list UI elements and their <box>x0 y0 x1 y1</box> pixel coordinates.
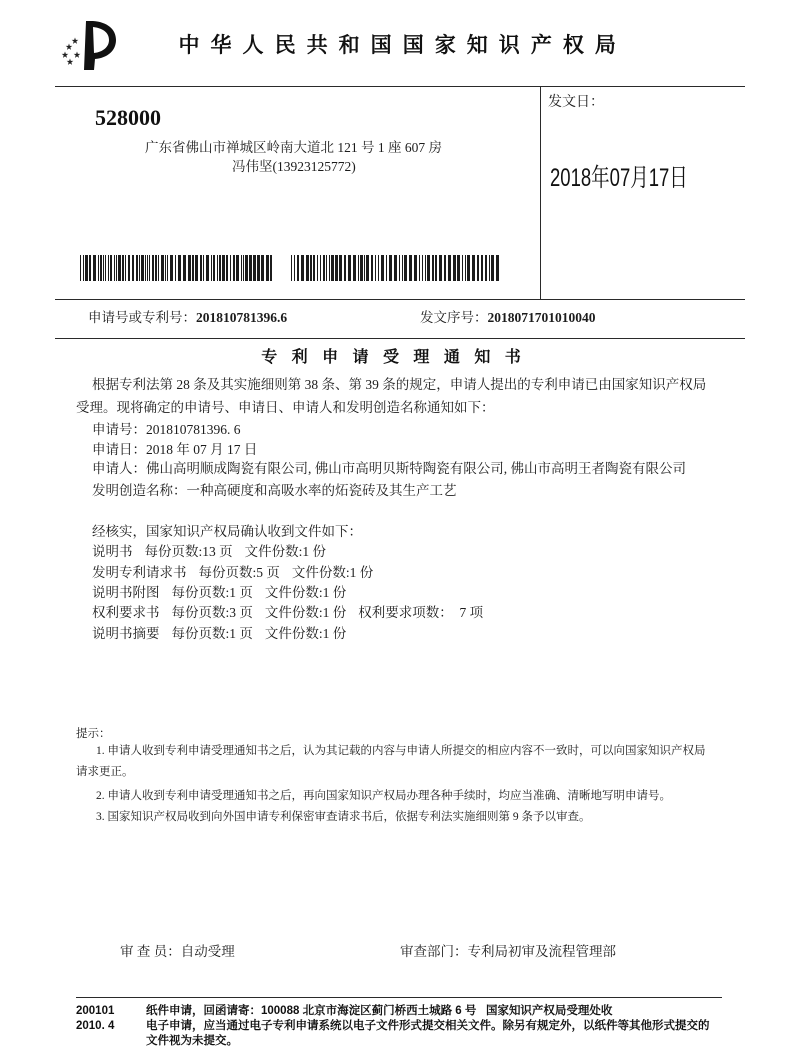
barcode-bar <box>344 255 346 281</box>
issue-date-label: 发文日： <box>548 95 604 110</box>
barcode-bar <box>323 255 325 281</box>
application-number-label: 申请号或专利号： <box>88 310 196 325</box>
examiner: 自动受理 <box>180 944 235 959</box>
barcode-bar <box>457 255 460 281</box>
barcode-bar <box>85 255 88 281</box>
barcode-bar <box>213 255 215 281</box>
column-divider <box>540 86 541 299</box>
barcode-bar <box>301 255 304 281</box>
barcode-bar <box>89 255 91 281</box>
barcode-bar <box>245 255 248 281</box>
tip-1: 1. 申请人收到专利申请受理通知书之后，认为其记载的内容与申请人所提交的相应内容不一致时，可以向国家知识产权局 <box>96 745 706 757</box>
tip-3: 3. 国家知识产权局收到向外国申请专利保密审查请求书后，依据专利法实施细则第 9 条予以审查。 <box>96 811 591 823</box>
barcode-bar <box>453 255 456 281</box>
barcode-bar <box>175 255 176 281</box>
barcode-bar <box>348 255 351 281</box>
barcode-bar <box>178 255 181 281</box>
barcode-bar <box>155 255 157 281</box>
document-row <box>92 564 373 582</box>
barcode-bar <box>427 255 430 281</box>
barcode-bar <box>462 255 463 281</box>
barcode-bar <box>170 255 173 281</box>
barcode-bar <box>139 255 140 281</box>
barcode-bar <box>291 255 292 281</box>
document-claims: 权利要求项数： 7 项 <box>358 605 484 620</box>
barcode-bar <box>477 255 479 281</box>
barcode-bar <box>158 255 159 281</box>
barcode-bar <box>329 255 330 281</box>
barcode-bar <box>203 255 204 281</box>
application-number-row <box>88 309 287 327</box>
footer-line-2: 电子申请，应当通过电子专利申请系统以电子文件形式提交相关文件。除另有规定外，以纸件等其他形式提交的 <box>146 1020 710 1032</box>
field-label: 申请日： <box>92 442 146 457</box>
field-application-number <box>92 421 241 439</box>
barcode-bar <box>105 255 106 281</box>
document-name: 说明书附图 <box>92 585 160 600</box>
recipient-postcode: 528000 <box>95 105 161 130</box>
barcode-bar <box>310 255 312 281</box>
barcode-bar <box>402 255 403 281</box>
barcode-bar <box>100 255 102 281</box>
barcode-bar <box>161 255 164 281</box>
barcode-bar <box>200 255 202 281</box>
serial-number-row <box>420 309 596 327</box>
department-row <box>400 943 616 961</box>
barcode-bar <box>439 255 442 281</box>
barcode-bar <box>114 255 115 281</box>
barcode-bar <box>389 255 392 281</box>
examiner-label: 审 查 员： <box>120 944 181 959</box>
barcode-bar <box>491 255 494 281</box>
barcode-bar <box>253 255 256 281</box>
barcode-bar <box>122 255 124 281</box>
barcode-bar <box>432 255 434 281</box>
barcode-bar <box>414 255 417 281</box>
barcode-bar <box>422 255 423 281</box>
barcode-bar <box>481 255 483 281</box>
barcode-right <box>291 255 501 281</box>
form-edition: 2010. 4 <box>76 1020 115 1032</box>
barcode-bar <box>206 255 209 281</box>
barcode-bar <box>83 255 84 281</box>
barcode-bar <box>195 255 198 281</box>
barcode-bar <box>243 255 244 281</box>
barcode-bar <box>270 255 272 281</box>
document-pages: 每份页数:5 页 <box>198 565 280 580</box>
barcode-bar <box>381 255 384 281</box>
field-filing-date <box>92 441 257 459</box>
document-name: 发明专利请求书 <box>92 565 187 580</box>
barcode-bar <box>192 255 194 281</box>
document-name: 权利要求书 <box>92 605 160 620</box>
field-applicants <box>92 460 686 478</box>
reference-top-divider <box>55 299 745 300</box>
barcode-bar <box>326 255 327 281</box>
barcode-bar <box>386 255 387 281</box>
document-pages: 每份页数:13 页 <box>144 544 233 559</box>
barcode-bar <box>233 255 235 281</box>
barcode-bar <box>261 255 264 281</box>
field-label: 申请号： <box>92 422 146 437</box>
barcode-bar <box>378 255 379 281</box>
department-label: 审查部门： <box>400 944 468 959</box>
barcode-bar <box>118 255 121 281</box>
barcode-bar <box>366 255 369 281</box>
tips-label: 提示： <box>76 728 111 740</box>
field-value: 一种高硬度和高吸水率的炻瓷砖及其生产工艺 <box>186 483 457 498</box>
barcode-bar <box>467 255 470 281</box>
barcode-bar <box>294 255 295 281</box>
document-copies: 文件份数:1 份 <box>264 605 347 620</box>
barcode-bar <box>165 255 166 281</box>
barcode-bar <box>236 255 239 281</box>
tip-1-continued: 请求更正。 <box>76 766 134 778</box>
barcode-bar <box>375 255 376 281</box>
field-value: 佛山高明顺成陶瓷有限公司, 佛山市高明贝斯特陶瓷有限公司, 佛山市高明王者陶瓷有限公司 <box>146 461 686 476</box>
barcode-bar <box>149 255 150 281</box>
barcode-bar <box>108 255 109 281</box>
serial-number-label: 发文序号： <box>420 310 488 325</box>
document-copies: 文件份数:1 份 <box>264 585 347 600</box>
field-value: 2018 年 07 月 17 日 <box>146 442 258 457</box>
document-row <box>92 604 483 622</box>
intro-line-1: 根据专利法第 28 条及其实施细则第 38 条、第 39 条的规定，申请人提出的专利申请已由国家知识产权局 <box>92 377 707 392</box>
barcode-bar <box>339 255 342 281</box>
barcode-bar <box>465 255 466 281</box>
barcode-bar <box>80 255 81 281</box>
barcode-bar <box>371 255 373 281</box>
footer-line-3: 文件视为未提交。 <box>146 1035 238 1047</box>
barcode-bar <box>167 255 168 281</box>
barcode-bar <box>448 255 451 281</box>
footer-divider <box>76 997 722 998</box>
barcode-left <box>80 255 272 281</box>
document-pages: 每份页数:3 页 <box>171 605 253 620</box>
barcode-bar <box>306 255 309 281</box>
agency-title: 中 华 人 民 共 和 国 国 家 知 识 产 权 局 <box>178 34 619 57</box>
barcode-bar <box>226 255 228 281</box>
barcode-bar <box>489 255 490 281</box>
barcode-bar <box>152 255 154 281</box>
barcode-bar <box>211 255 212 281</box>
document-pages: 每份页数:1 页 <box>171 585 253 600</box>
field-label: 申请人： <box>92 461 146 476</box>
examiner-row <box>120 943 235 961</box>
reference-bottom-divider <box>55 338 745 339</box>
barcode-bar <box>116 255 117 281</box>
barcode-bar <box>472 255 475 281</box>
document-row <box>92 625 346 643</box>
barcode-bar <box>103 255 104 281</box>
barcode-bar <box>485 255 487 281</box>
barcode-bar <box>364 255 365 281</box>
barcode-bar <box>222 255 225 281</box>
barcode-bar <box>358 255 359 281</box>
barcode-bar <box>331 255 334 281</box>
tip-2: 2. 申请人收到专利申请受理通知书之后，再向国家知识产权局办理各种手续时，均应当准确、清晰地写明申请号。 <box>96 790 671 802</box>
barcode-bar <box>425 255 426 281</box>
barcode-bar <box>335 255 338 281</box>
barcode-bar <box>93 255 96 281</box>
barcode-bar <box>98 255 99 281</box>
barcode-bar <box>419 255 420 281</box>
footer-line-1: 纸件申请，回函请寄：100088 北京市海淀区蓟门桥西土城路 6 号 国家知识产权局受理处收 <box>146 1005 613 1017</box>
barcode-bar <box>399 255 400 281</box>
field-label: 发明创造名称： <box>92 483 187 498</box>
recipient-name: 冯伟坚(13923125772) <box>232 159 356 174</box>
barcode-bar <box>435 255 437 281</box>
barcode-bar <box>188 255 191 281</box>
document-row <box>92 543 326 561</box>
barcode-bar <box>257 255 260 281</box>
serial-number: 2018071701010040 <box>487 310 596 325</box>
barcode-bar <box>249 255 252 281</box>
recipient-address: 广东省佛山市禅城区岭南大道北 121 号 1 座 607 房 <box>145 140 442 155</box>
barcode-bar <box>409 255 412 281</box>
document-row <box>92 584 346 602</box>
barcode-bar <box>360 255 363 281</box>
barcode-bar <box>141 255 144 281</box>
barcode-bar <box>404 255 407 281</box>
barcode-bar <box>136 255 138 281</box>
barcode-bar <box>297 255 299 281</box>
document-copies: 文件份数:1 份 <box>291 565 374 580</box>
barcode-bar <box>241 255 242 281</box>
issue-date: 2018年07月17日 <box>550 164 688 192</box>
barcode-bar <box>317 255 318 281</box>
barcode-bar <box>320 255 321 281</box>
document-name: 说明书摘要 <box>92 626 160 641</box>
received-intro: 经核实，国家知识产权局确认收到文件如下： <box>92 524 362 539</box>
barcode-bar <box>147 255 148 281</box>
barcode-bar <box>125 255 126 281</box>
barcode-bar <box>394 255 397 281</box>
document-copies: 文件份数:1 份 <box>264 626 347 641</box>
barcode-bar <box>110 255 112 281</box>
barcode-bar <box>132 255 134 281</box>
header-divider <box>55 86 745 87</box>
barcode-bar <box>128 255 130 281</box>
barcode-bar <box>266 255 269 281</box>
intro-line-2: 受理。现将确定的申请号、申请日、申请人和发明创造名称通知如下： <box>76 400 495 415</box>
field-invention-title <box>92 482 457 500</box>
field-value: 201810781396. 6 <box>146 422 241 437</box>
barcode-bar <box>145 255 146 281</box>
barcode-bar <box>353 255 356 281</box>
document-name: 说明书 <box>92 544 133 559</box>
barcode-bar <box>496 255 499 281</box>
document-pages: 每份页数:1 页 <box>171 626 253 641</box>
barcode-bar <box>219 255 221 281</box>
barcode-bar <box>217 255 218 281</box>
barcode-bar <box>183 255 186 281</box>
department: 专利局初审及流程管理部 <box>467 944 616 959</box>
barcode-bar <box>230 255 231 281</box>
notice-title: 专 利 申 请 受 理 通 知 书 <box>261 349 526 366</box>
document-copies: 文件份数:1 份 <box>244 544 327 559</box>
barcode-bar <box>313 255 315 281</box>
form-code: 200101 <box>76 1005 115 1017</box>
barcode-bar <box>444 255 446 281</box>
application-number: 201810781396.6 <box>196 310 288 325</box>
